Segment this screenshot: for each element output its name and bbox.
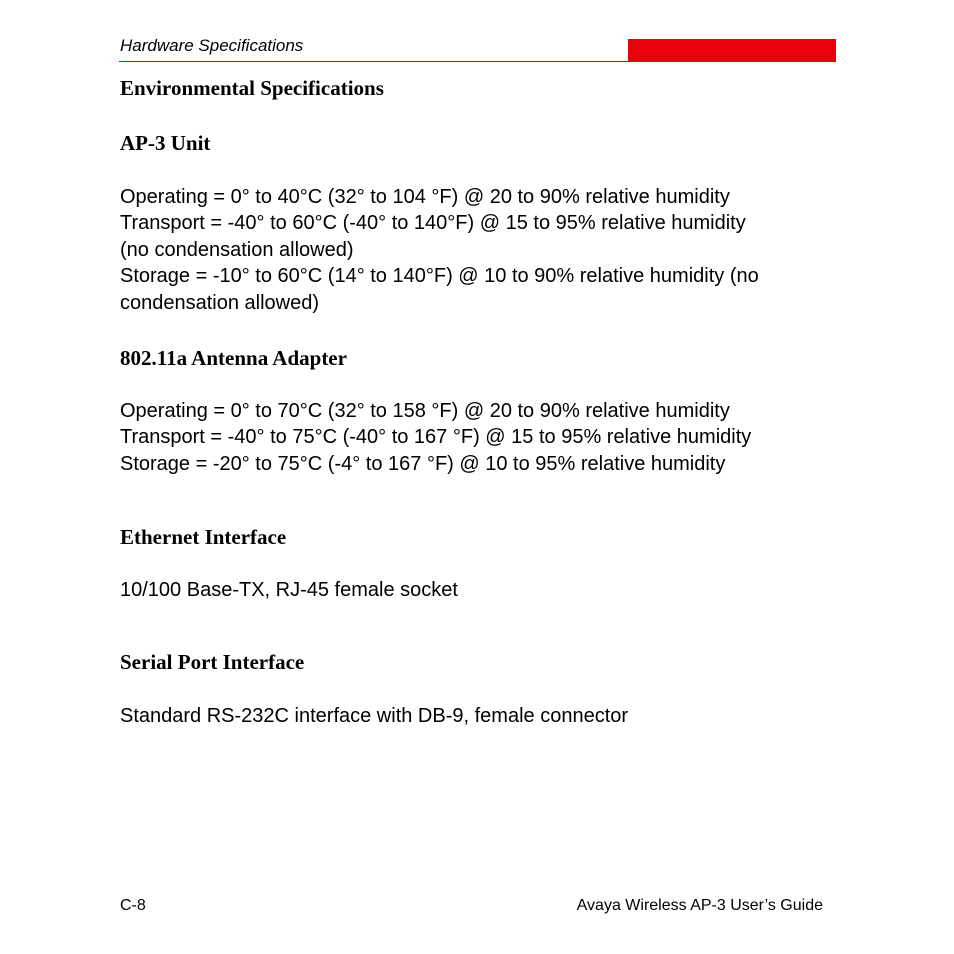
footer-guide-title: Avaya Wireless AP-3 User’s Guide — [576, 897, 823, 914]
spec-line: condensation allowed) — [120, 291, 320, 314]
spec-line: Operating = 0° to 70°C (32° to 158 °F) @ 20 to 90% relative humidity — [120, 400, 730, 422]
serial-spec: Standard RS-232C interface with DB-9, female connector — [120, 705, 629, 727]
spec-line: Transport = -40° to 75°C (-40° to 167 °F) @ 15 to 95% relative humidity — [120, 426, 752, 449]
running-header-title: Hardware Specifications — [120, 36, 304, 55]
page-number: C-8 — [120, 897, 146, 914]
section-heading-ethernet: Ethernet Interface — [120, 525, 287, 549]
ap3-unit-specs — [120, 184, 836, 316]
antenna-adapter-specs — [120, 398, 836, 477]
section-heading-serial: Serial Port Interface — [120, 650, 305, 674]
spec-line: Operating = 0° to 40°C (32° to 104 °F) @ 20 to 90% relative humidity — [120, 186, 730, 208]
subsection-heading-ap3-unit: AP-3 Unit — [120, 131, 211, 155]
header-accent-bar — [628, 39, 836, 61]
spec-line: (no condensation allowed) — [120, 238, 354, 261]
spec-line: Storage = -20° to 75°C (-4° to 167 °F) @ 10 to 95% relative humidity — [120, 452, 726, 475]
ethernet-spec: 10/100 Base-TX, RJ-45 female socket — [120, 579, 458, 601]
header-rule — [119, 61, 836, 62]
spec-line: Transport = -40° to 60°C (-40° to 140°F) @ 15 to 95% relative humidity — [120, 212, 746, 235]
section-heading-environmental: Environmental Specifications — [120, 76, 384, 100]
subsection-heading-antenna-adapter: 802.11a Antenna Adapter — [120, 346, 347, 370]
spec-line: Storage = -10° to 60°C (14° to 140°F) @ 10 to 90% relative humidity (no — [120, 265, 759, 288]
